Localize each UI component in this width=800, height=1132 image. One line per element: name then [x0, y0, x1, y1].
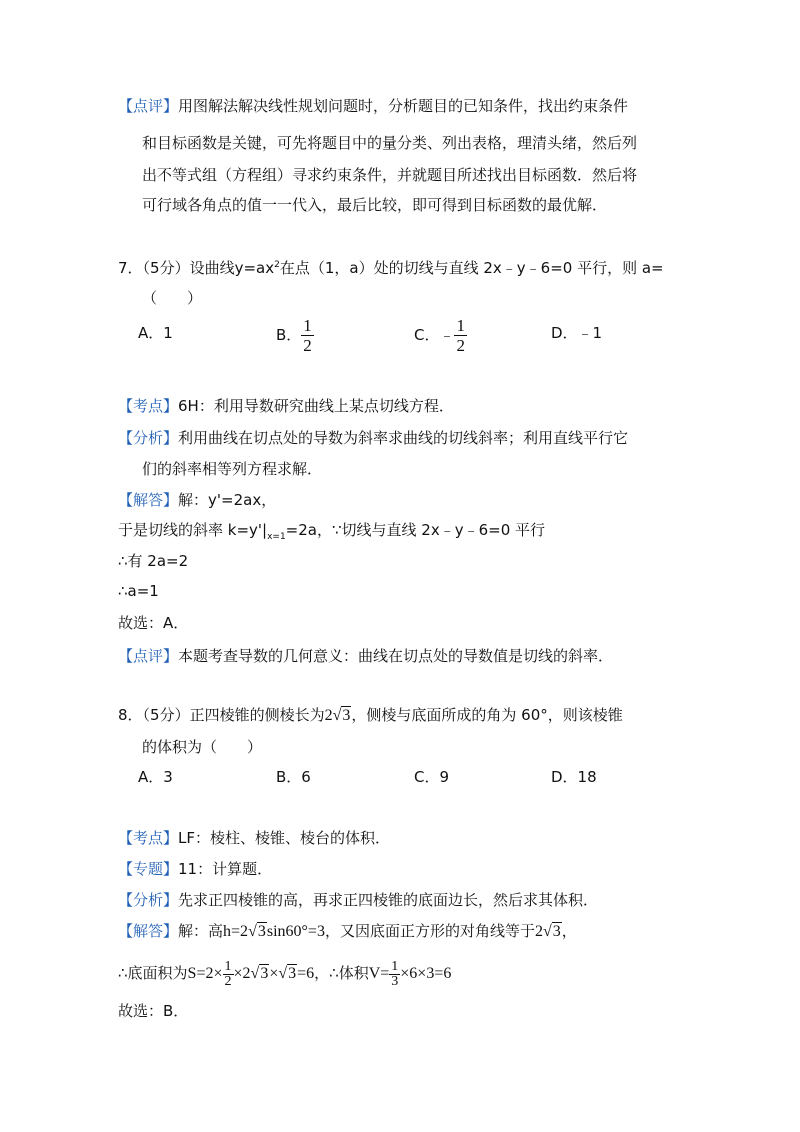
fraction-denominator: 2	[456, 336, 465, 355]
q8-fenxi	[118, 889, 598, 911]
radicand: 3	[288, 965, 297, 982]
area-formula: S=2× $\frac{1}{2}$ ×2√3×√3=6	[187, 958, 315, 989]
q8-edge-length: 2√3	[324, 707, 351, 724]
q7-kaodian	[118, 395, 454, 417]
q7-stem-line-2: （ ）	[142, 289, 203, 307]
q7-answer: 故选：A．	[118, 614, 189, 632]
q8-jieda-line-2	[118, 958, 451, 988]
comment-line-3: 出不等式组（方程组）寻求约束条件，并就题目所述找出目标函数．然后将	[142, 166, 638, 184]
q8-jieda-line-1	[118, 920, 577, 942]
zhuanti-text: 11：计算题．	[178, 860, 273, 878]
q7-option-d: D．﹣1	[551, 324, 603, 342]
q7-option-c-fraction	[454, 316, 467, 355]
comment-tag: 【点评】	[118, 97, 179, 115]
area-label: ∴底面积为	[118, 964, 188, 982]
formula-part: =6	[297, 965, 315, 982]
formula-part: ×2	[233, 965, 251, 982]
height-formula: h=2√3sin60°=3	[223, 923, 325, 940]
fenxi-tag: 【分析】	[118, 429, 179, 447]
fraction-denominator: 2	[303, 336, 312, 355]
q7-jieda-line-2	[118, 519, 545, 541]
fraction-denominator: 2	[224, 973, 232, 989]
q8-option-a: A．3	[138, 768, 173, 786]
q7-option-b	[276, 316, 314, 355]
q7-jieda-line-4: ∴a=1	[118, 582, 159, 600]
jieda-text: 解：y'=2ax，	[178, 491, 277, 509]
q8-stem-rest: ，侧棱与底面所成的角为 60°，则该棱锥	[351, 706, 623, 724]
q7-jieda-line-3: ∴有 2a=2	[118, 552, 189, 570]
q7-curve-base: y=ax	[234, 259, 275, 277]
fraction-numerator: 1	[456, 316, 465, 335]
comment-line-1	[118, 95, 628, 117]
radicand: 3	[552, 923, 561, 940]
q8-stem-start: 8．（5分）正四棱锥的侧棱长为	[118, 706, 325, 724]
fraction-numerator: 1	[391, 958, 399, 974]
q8-zhuanti	[118, 858, 272, 880]
jieda-text: ，	[561, 922, 577, 940]
q8-answer: 故选：B．	[118, 1002, 189, 1020]
q7-option-b-label: B．	[276, 326, 302, 344]
q7-option-c-label: C．﹣	[414, 326, 455, 344]
volume-label: ，∴体积	[314, 964, 369, 982]
kaodian-text: LF：棱柱、棱锥、棱台的体积．	[178, 829, 391, 847]
dianping-text: 本题考查导数的几何意义：曲线在切点处的导数值是切线的斜率．	[178, 647, 614, 665]
fenxi-tag: 【分析】	[118, 891, 179, 909]
fraction-denominator: 3	[391, 973, 399, 989]
formula-part: h=2	[223, 923, 249, 940]
q7-jieda-line-1	[118, 489, 276, 511]
q7-option-a: A．1	[138, 324, 173, 342]
kaodian-tag: 【考点】	[118, 829, 179, 847]
q7-option-c	[414, 316, 467, 355]
q7-dianping	[118, 645, 613, 667]
formula-part: ×	[269, 965, 279, 982]
volume-fraction	[389, 960, 400, 989]
radicand: 3	[260, 965, 269, 982]
q7-fenxi-line-2: 们的斜率相等列方程求解．	[142, 460, 323, 478]
q8-option-d: D．18	[551, 768, 597, 786]
formula-part: V=	[368, 965, 390, 982]
slope-subscript: x=1	[267, 532, 286, 542]
diagonal-length: 2√3	[534, 923, 561, 940]
q7-curve-exponent: 2	[274, 260, 280, 270]
q8-stem-line-2: 的体积为（ ）	[142, 738, 263, 756]
radicand: 3	[257, 923, 266, 940]
q8-kaodian	[118, 827, 390, 849]
formula-part: S=2×	[187, 965, 223, 982]
volume-formula	[368, 958, 452, 989]
q7-stem-start: 7．（5分）设曲线	[118, 259, 235, 277]
slope-text-rest: =2a，∵切线与直线 2x﹣y﹣6=0 平行	[285, 521, 546, 539]
jieda-tag: 【解答】	[118, 491, 179, 509]
dianping-tag: 【点评】	[118, 647, 179, 665]
q8-stem-line-1	[118, 704, 623, 726]
area-fraction	[223, 960, 234, 989]
q7-stem-rest: 在点（1，a）处的切线与直线 2x﹣y﹣6=0 平行，则 a=	[279, 259, 664, 277]
formula-part: sin60°=3	[266, 923, 325, 940]
q7-option-b-fraction	[301, 316, 314, 355]
zhuanti-tag: 【专题】	[118, 860, 179, 878]
q8-option-c: C．9	[414, 768, 450, 786]
q7-fenxi-line-1	[118, 427, 628, 449]
jieda-text: 解：高	[178, 922, 224, 940]
coefficient: 2	[324, 707, 333, 724]
q7-stem-line-1	[118, 254, 664, 276]
comment-line-4: 可行域各角点的值一一代入，最后比较，即可得到目标函数的最优解．	[142, 196, 608, 214]
fraction-numerator: 1	[224, 958, 232, 974]
comment-text: 用图解法解决线性规划问题时，分析题目的已知条件，找出约束条件	[178, 97, 629, 115]
radicand: 3	[342, 707, 351, 724]
slope-text: 于是切线的斜率 k=y'|	[118, 521, 268, 539]
kaodian-tag: 【考点】	[118, 397, 179, 415]
q8-option-b: B．6	[276, 768, 311, 786]
comment-line-2: 和目标函数是关键，可先将题目中的量分类、列出表格，理清头绪，然后列	[142, 134, 638, 152]
fenxi-text: 利用曲线在切点处的导数为斜率求曲线的切线斜率；利用直线平行它	[178, 429, 629, 447]
jieda-text: ，又因底面正方形的对角线等于	[324, 922, 535, 940]
fraction-numerator: 1	[303, 316, 312, 335]
kaodian-text: 6H：利用导数研究曲线上某点切线方程．	[178, 397, 454, 415]
jieda-tag: 【解答】	[118, 922, 179, 940]
coefficient: 2	[534, 923, 543, 940]
fenxi-text: 先求正四棱锥的高，再求正四棱锥的底面边长，然后求其体积．	[178, 891, 599, 909]
q7-curve	[235, 259, 280, 277]
formula-part: ×6×3=6	[400, 965, 452, 982]
